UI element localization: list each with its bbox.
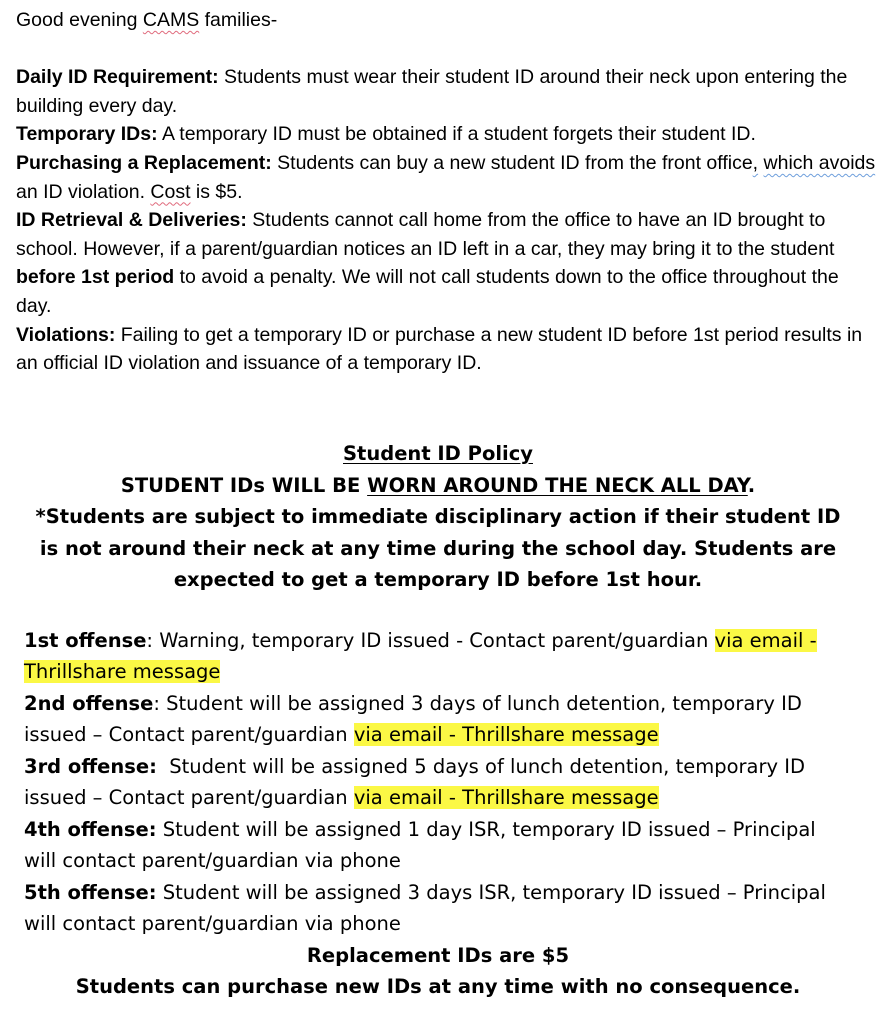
rule-temporary-ids xyxy=(16,120,876,149)
rule-daily-id xyxy=(16,63,876,120)
rule-text: Students cannot call home from the office to have an ID brought to school. However, if a parent/guardian notices an ID left in a car, they may bring it to the student xyxy=(16,209,835,260)
offense-item xyxy=(24,688,852,751)
offense-highlight: via email - Thrillshare message xyxy=(353,723,659,746)
worn-prefix: STUDENT IDs WILL BE xyxy=(120,473,368,497)
rule-which-avoids: which avoids xyxy=(763,151,876,174)
greeting-line xyxy=(16,6,876,35)
school-name: CAMS xyxy=(142,9,200,31)
replacement-price-text: Replacement IDs are $5 xyxy=(306,943,570,967)
rule-emphasis: before 1st period xyxy=(16,266,175,289)
rule-text: is $5. xyxy=(190,180,243,203)
rule-cost-word: Cost xyxy=(150,180,191,203)
policy-worn-line xyxy=(24,470,852,502)
offense-label: 1st offense xyxy=(24,628,147,652)
rule-text: A temporary ID must be obtained if a student forgets their student ID. xyxy=(157,123,756,146)
rule-comma: , xyxy=(752,151,759,174)
greeting-prefix: Good evening xyxy=(16,9,143,31)
offense-item xyxy=(24,814,852,877)
policy-section xyxy=(24,438,852,1003)
offense-highlight: via email - Thrillshare message xyxy=(24,628,817,683)
policy-title-text: Student ID Policy xyxy=(343,442,533,465)
rule-label: Purchasing a Replacement: xyxy=(16,151,272,174)
offense-label: 5th offense: xyxy=(24,880,157,904)
offense-label: 3rd offense: xyxy=(24,754,157,778)
rule-text: Failing to get a temporary ID or purchase a new student ID before 1st period results in an official ID violation and issuance of a temporary ID. xyxy=(16,323,863,375)
offense-text: Student will be assigned 5 days of lunch detention, temporary ID issued – Contact parent/guardian xyxy=(24,754,806,809)
offense-text: Student will be assigned 1 day ISR, temporary ID issued – Principal will contact parent/guardian via phone xyxy=(24,817,816,872)
rule-label: Temporary IDs: xyxy=(16,123,158,146)
offense-separator: : xyxy=(146,628,160,652)
offense-text: Warning, temporary ID issued - Contact parent/guardian xyxy=(159,628,715,652)
no-consequence-text: Students can purchase new IDs at any time with no consequence. xyxy=(75,975,801,998)
rule-replacement xyxy=(16,149,876,206)
policy-warning xyxy=(24,501,852,596)
policy-warning-text: *Students are subject to immediate disciplinary action if their student ID is not around their neck at any time during the school day. Students are expected to get a temporary ID before 1st hour. xyxy=(35,505,841,591)
rule-retrieval xyxy=(16,206,876,320)
rule-label: Daily ID Requirement: xyxy=(16,66,219,89)
announcement-section xyxy=(16,6,876,378)
offense-item xyxy=(24,877,852,940)
offense-separator: : xyxy=(153,691,167,715)
offense-text: Student will be assigned 3 days ISR, temporary ID issued – Principal will contact parent/guardian via phone xyxy=(24,880,826,935)
rule-label: ID Retrieval & Deliveries: xyxy=(16,209,247,232)
offense-item xyxy=(24,625,852,688)
rule-text: an ID violation. xyxy=(16,180,151,203)
rule-text: Students must wear their student ID around their neck upon entering the building every day. xyxy=(16,66,848,117)
greeting-suffix: families- xyxy=(199,9,278,31)
offense-highlight: via email - Thrillshare message xyxy=(353,786,659,809)
policy-title xyxy=(24,438,852,470)
offense-item xyxy=(24,751,852,814)
worn-underlined: WORN AROUND THE NECK ALL DAY xyxy=(367,473,748,497)
offense-separator xyxy=(157,755,169,778)
offense-text: Student will be assigned 3 days of lunch detention, temporary ID issued – Contact parent/guardian xyxy=(24,691,802,746)
rule-label: Violations: xyxy=(16,323,116,346)
worn-suffix: . xyxy=(747,473,756,497)
rule-text: Students can buy a new student ID from the front office xyxy=(271,151,753,174)
rule-text: to avoid a penalty. We will not call students down to the office throughout the day. xyxy=(16,266,839,317)
rule-violations xyxy=(16,321,876,378)
offense-label: 2nd offense xyxy=(24,691,154,715)
offense-label: 4th offense: xyxy=(24,817,157,841)
no-consequence xyxy=(24,971,852,1003)
replacement-price xyxy=(24,940,852,972)
